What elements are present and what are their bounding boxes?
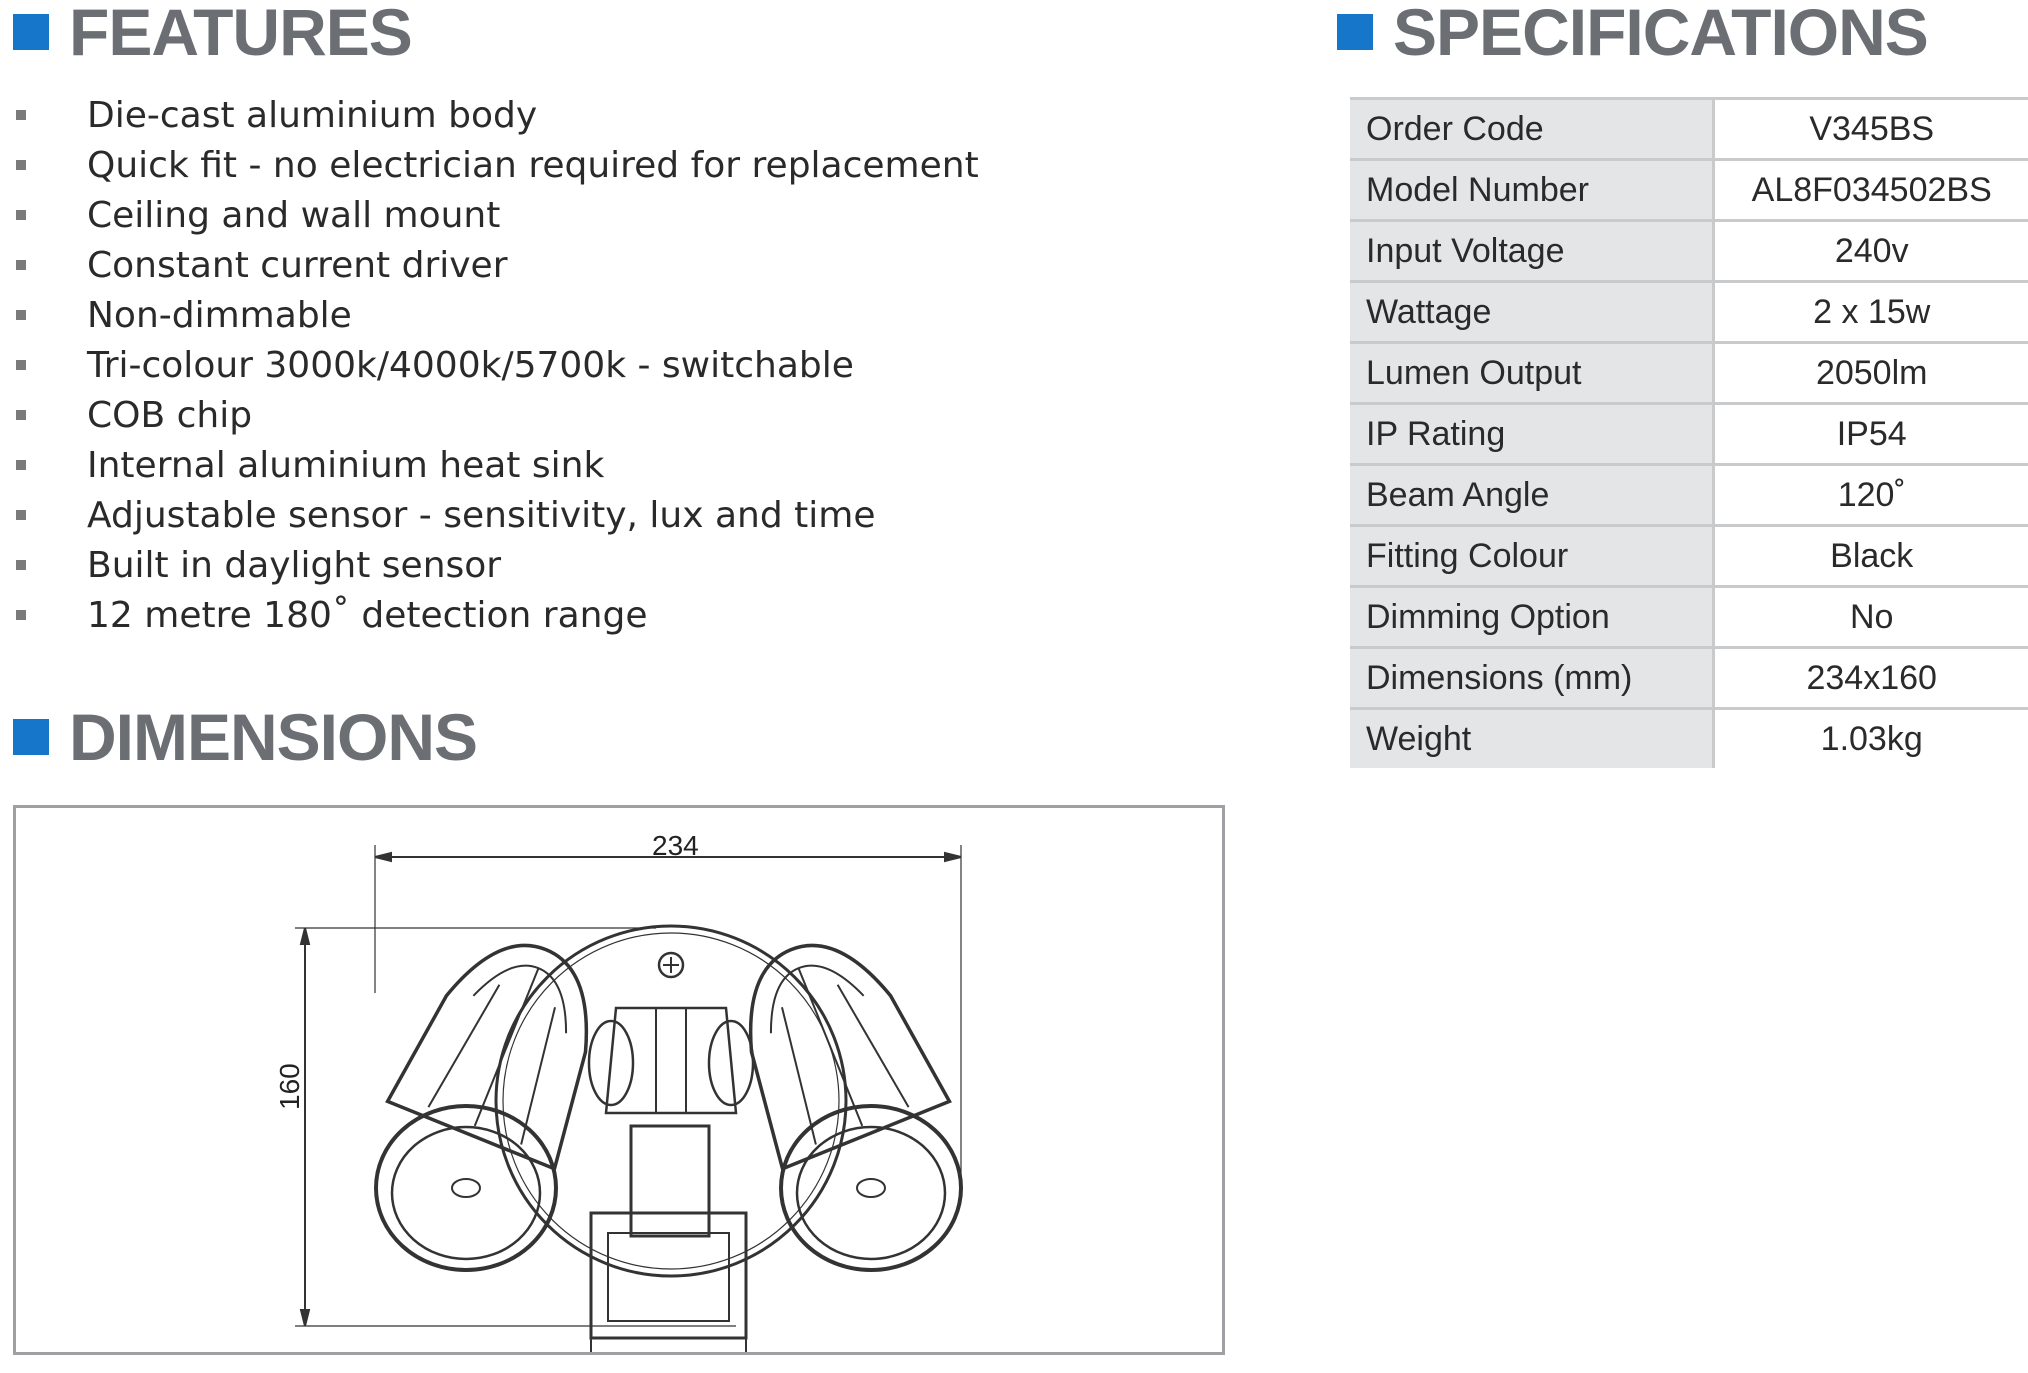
specifications-table	[1350, 97, 2028, 768]
table-row	[1350, 343, 2028, 404]
list-item	[13, 190, 979, 240]
bullet-icon	[16, 460, 26, 470]
blue-square-icon	[1337, 14, 1373, 50]
list-item	[13, 240, 979, 290]
list-item	[13, 390, 979, 440]
width-dimension-label: 234	[652, 830, 699, 861]
feature-text: Tri-colour 3000k/4000k/5700k - switchable	[87, 344, 854, 386]
spec-value: No	[1714, 587, 2028, 648]
list-item	[13, 140, 979, 190]
dimensions-title: DIMENSIONS	[69, 700, 478, 774]
height-dimension-label: 160	[274, 1063, 305, 1110]
spec-value: 2 x 15w	[1714, 282, 2028, 343]
spec-value: 120˚	[1714, 465, 2028, 526]
floodlight-drawing	[16, 808, 1222, 1352]
list-item	[13, 290, 979, 340]
features-title: FEATURES	[69, 0, 412, 69]
dimension-drawing	[13, 805, 1225, 1355]
spec-label: Fitting Colour	[1350, 526, 1714, 587]
spec-value: Black	[1714, 526, 2028, 587]
table-row	[1350, 221, 2028, 282]
table-row	[1350, 160, 2028, 221]
bullet-icon	[16, 360, 26, 370]
feature-text: Built in daylight sensor	[87, 544, 502, 586]
bullet-icon	[16, 110, 26, 120]
blue-square-icon	[13, 14, 49, 50]
table-row	[1350, 404, 2028, 465]
feature-text: Non-dimmable	[87, 294, 352, 336]
table-row	[1350, 587, 2028, 648]
table-row	[1350, 526, 2028, 587]
specifications-title: SPECIFICATIONS	[1393, 0, 1928, 69]
list-item	[13, 490, 979, 540]
feature-text: Internal aluminium heat sink	[87, 444, 605, 486]
feature-text: COB chip	[87, 394, 253, 436]
feature-text: Ceiling and wall mount	[87, 194, 501, 236]
dimensions-heading	[13, 700, 478, 774]
table-row	[1350, 465, 2028, 526]
list-item	[13, 590, 979, 640]
spec-value: 1.03kg	[1714, 709, 2028, 769]
spec-value: AL8F034502BS	[1714, 160, 2028, 221]
bullet-icon	[16, 410, 26, 420]
bullet-icon	[16, 610, 26, 620]
spec-value: IP54	[1714, 404, 2028, 465]
features-list	[13, 90, 979, 640]
spec-value: 2050lm	[1714, 343, 2028, 404]
spec-label: Wattage	[1350, 282, 1714, 343]
feature-text: Adjustable sensor - sensitivity, lux and time	[87, 494, 876, 536]
features-heading	[13, 0, 412, 69]
bullet-icon	[16, 560, 26, 570]
bullet-icon	[16, 210, 26, 220]
spec-value: 234x160	[1714, 648, 2028, 709]
spec-label: Lumen Output	[1350, 343, 1714, 404]
spec-value: V345BS	[1714, 99, 2028, 160]
feature-text: Die-cast aluminium body	[87, 94, 538, 136]
spec-label: Model Number	[1350, 160, 1714, 221]
list-item	[13, 540, 979, 590]
table-row	[1350, 709, 2028, 769]
spec-label: Beam Angle	[1350, 465, 1714, 526]
spec-label: Dimensions (mm)	[1350, 648, 1714, 709]
table-row	[1350, 99, 2028, 160]
specifications-heading	[1337, 0, 1928, 69]
spec-label: Weight	[1350, 709, 1714, 769]
table-row	[1350, 648, 2028, 709]
feature-text: Quick fit - no electrician required for replacement	[87, 144, 979, 186]
feature-text: Constant current driver	[87, 244, 508, 286]
feature-text: 12 metre 180˚ detection range	[87, 594, 648, 636]
bullet-icon	[16, 510, 26, 520]
spec-value: 240v	[1714, 221, 2028, 282]
spec-label: Dimming Option	[1350, 587, 1714, 648]
bullet-icon	[16, 260, 26, 270]
table-row	[1350, 282, 2028, 343]
list-item	[13, 340, 979, 390]
bullet-icon	[16, 160, 26, 170]
spec-label: Order Code	[1350, 99, 1714, 160]
bullet-icon	[16, 310, 26, 320]
blue-square-icon	[13, 719, 49, 755]
spec-label: Input Voltage	[1350, 221, 1714, 282]
spec-label: IP Rating	[1350, 404, 1714, 465]
list-item	[13, 90, 979, 140]
list-item	[13, 440, 979, 490]
